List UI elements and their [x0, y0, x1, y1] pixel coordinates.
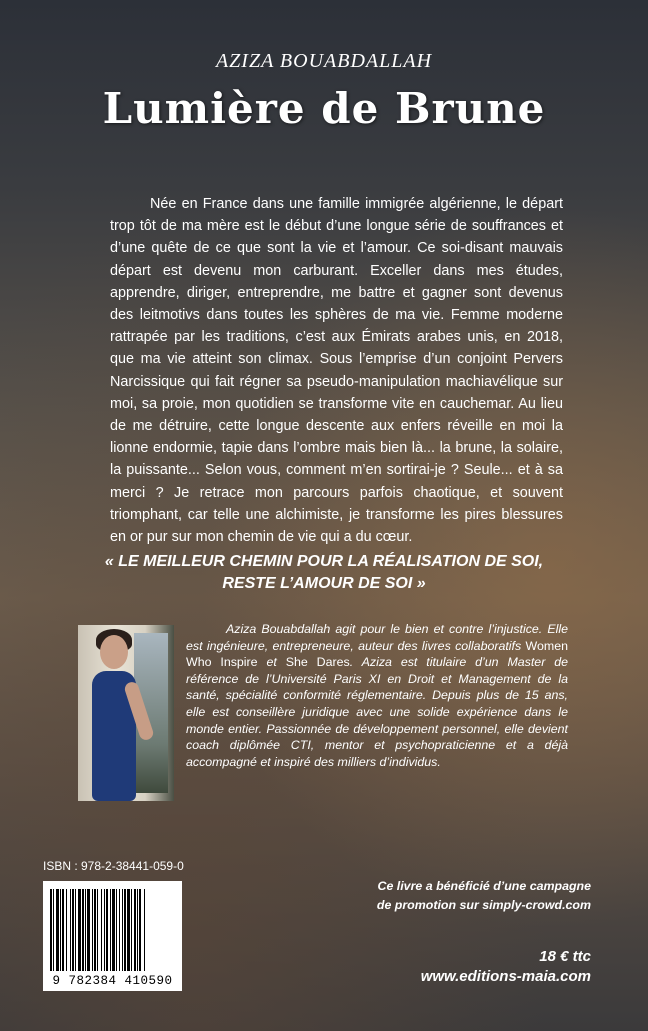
campaign-note: [377, 877, 591, 915]
barcode-bar: [122, 889, 123, 971]
barcode-bar: [139, 889, 141, 971]
bio-book-2: She Dares: [285, 655, 350, 670]
barcode-bar: [56, 889, 59, 971]
barcode: [43, 881, 182, 991]
book-title: Lumière de Brune: [102, 84, 546, 133]
barcode-bar: [60, 889, 61, 971]
bio-and: et: [257, 655, 286, 670]
publisher-website[interactable]: www.editions-maia.com: [420, 968, 591, 985]
barcode-bar: [134, 889, 136, 971]
barcode-bar: [116, 889, 117, 971]
bio-part-1: Aziza Bouabdallah agit pour le bien et contre l’injustice. Elle est ingénieure, entrepreneure, auteur des livres collaboratifs: [186, 622, 568, 653]
barcode-bar: [50, 889, 52, 971]
barcode-bar: [119, 889, 120, 971]
barcode-bars: [50, 889, 175, 971]
barcode-bar: [82, 889, 84, 971]
author-name: AZIZA BOUABDALLAH: [215, 50, 433, 72]
campaign-line-2: de promotion sur simply-crowd.com: [376, 898, 591, 912]
barcode-bar: [92, 889, 93, 971]
bio-part-2: . Aziza est titulaire d’un Master de référence de l’Université Paris XI en Droit et Management de la santé, spécialité conformité réglementaire. Depuis plus de 15 ans, elle est conseillère juridique avec une solide expérience dans le monde entier. Passionnée de développement personnel, elle devient coach diplômée CTI, mentor et psychopraticienne et a déjà accompagné et inspiré des milliers d’individus.: [186, 655, 569, 769]
barcode-bar: [131, 889, 132, 971]
barcode-bar: [72, 889, 74, 971]
quote-line-2: RESTE L’AMOUR DE SOI »: [222, 575, 426, 592]
author-bio: [186, 621, 568, 770]
pull-quote: [0, 551, 648, 595]
barcode-bar: [144, 889, 145, 971]
barcode-bar: [104, 889, 105, 971]
barcode-bar: [62, 889, 64, 971]
barcode-bar: [53, 889, 54, 971]
bio-book-1: Women Who Inspire: [186, 638, 568, 670]
barcode-bar: [112, 889, 115, 971]
barcode-bar: [101, 889, 102, 971]
barcode-bar: [94, 889, 96, 971]
quote-line-1: « LE MEILLEUR CHEMIN POUR LA RÉALISATION DE SOI,: [104, 553, 544, 570]
barcode-bar: [78, 889, 81, 971]
barcode-digits: 9 782384 410590: [52, 974, 173, 988]
barcode-bar: [75, 889, 76, 971]
barcode-bar: [106, 889, 108, 971]
barcode-bar: [66, 889, 67, 971]
barcode-bar: [87, 889, 90, 971]
barcode-bar: [97, 889, 98, 971]
price: 18 € ttc: [539, 948, 591, 965]
synopsis-text: Née en France dans une famille immigrée algérienne, le départ trop tôt de ma mère est le début d’une longue série de souffrances et d’une quête de ce que sont la vie et l’amour. Ce soi-disant mauvais départ est devenu mon carburant. Exceller dans mes études, apprendre, diriger, entreprendre, me battre et gagner sont devenus des leitmotivs dans toutes les sphères de ma vie. Femme moderne rattrapée par les traditions, c’est aux Émirats arabes unis, en 2018, que ma vie atteint son climax. Sous l’emprise d’un conjoint Pervers Narcissique qui fait régner sa pseudo-manipulation machiavélique sur moi, sa proie, mon quotidien se transforme vite en cauchemar. Au lieu de me détruire, cette longue descente aux enfers réveille en moi la lionne endormie, tapie dans l’ombre mais bien là... la brune, la solaire, la puissante... Selon vous, comment m’en sortirai-je ? Seule... et à sa merci ? Je retrace mon parcours parfois chaotique, et souvent triomphant, car telle une alchimiste, je transforme les pires blessures en or pur sur mon chemin de vie qui a du cœur.: [110, 196, 563, 546]
barcode-bar: [127, 889, 130, 971]
photo-face: [100, 635, 128, 669]
isbn-label: ISBN : 978-2-38441-059-0: [43, 859, 184, 873]
author-photo: [78, 625, 174, 801]
barcode-bar: [137, 889, 138, 971]
barcode-bar: [70, 889, 71, 971]
barcode-bar: [85, 889, 86, 971]
campaign-line-1: Ce livre a bénéficié d’une campagne: [377, 879, 591, 893]
barcode-bar: [124, 889, 126, 971]
barcode-bar: [110, 889, 111, 971]
